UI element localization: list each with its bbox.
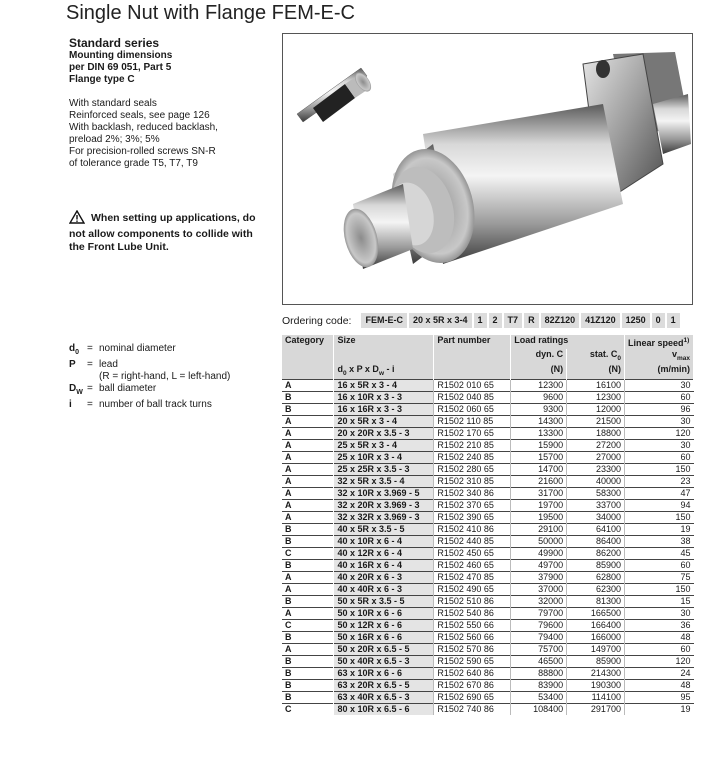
ordering-segment: 41Z120 bbox=[581, 313, 620, 328]
sub-line: Mounting dimensions bbox=[69, 50, 173, 61]
size-cell: 32 x 32R x 3.969 - 3 bbox=[334, 511, 434, 523]
col-category: Category bbox=[282, 335, 334, 349]
category-cell: A bbox=[282, 415, 334, 427]
size-cell: 50 x 12R x 6 - 6 bbox=[334, 619, 434, 631]
speed-cell: 120 bbox=[624, 655, 693, 667]
part-number-cell: R1502 640 86 bbox=[434, 667, 511, 679]
category-cell: A bbox=[282, 379, 334, 391]
stat-load-cell: 62300 bbox=[567, 583, 625, 595]
table-row bbox=[282, 691, 694, 703]
table-row bbox=[282, 559, 694, 571]
ordering-segment: 20 x 5R x 3-4 bbox=[409, 313, 472, 328]
page-title: Single Nut with Flange FEM-E-C bbox=[66, 2, 355, 24]
table-row bbox=[282, 511, 694, 523]
category-cell: A bbox=[282, 643, 334, 655]
desc-line: of tolerance grade T5, T7, T9 bbox=[69, 158, 198, 169]
speed-cell: 48 bbox=[624, 679, 693, 691]
dyn-load-cell: 108400 bbox=[511, 703, 567, 715]
legend-row: $d_0$ = nominal diameter bbox=[69, 343, 176, 356]
speed-cell: 60 bbox=[624, 643, 693, 655]
stat-load-cell: 12000 bbox=[567, 403, 625, 415]
table-row bbox=[282, 391, 694, 403]
ordering-segment: T7 bbox=[504, 313, 523, 328]
part-number-cell: R1502 440 85 bbox=[434, 535, 511, 547]
product-photo bbox=[282, 33, 693, 305]
desc-line: Reinforced seals, see page 126 bbox=[69, 110, 210, 121]
stat-load-cell: 291700 bbox=[567, 703, 625, 715]
dyn-load-cell: 9300 bbox=[511, 403, 567, 415]
part-number-cell: R1502 210 85 bbox=[434, 439, 511, 451]
dyn-load-cell: 12300 bbox=[511, 379, 567, 391]
speed-cell: 150 bbox=[624, 511, 693, 523]
speed-cell: 24 bbox=[624, 667, 693, 679]
speed-cell: 94 bbox=[624, 499, 693, 511]
legend-row: (R = right-hand, L = left-hand) bbox=[99, 371, 231, 382]
table-row bbox=[282, 451, 694, 463]
speed-cell: 96 bbox=[624, 403, 693, 415]
category-cell: B bbox=[282, 667, 334, 679]
speed-cell: 30 bbox=[624, 379, 693, 391]
stat-load-cell: 21500 bbox=[567, 415, 625, 427]
dyn-load-cell: 49700 bbox=[511, 559, 567, 571]
category-cell: A bbox=[282, 487, 334, 499]
table-row bbox=[282, 655, 694, 667]
category-cell: A bbox=[282, 511, 334, 523]
part-number-cell: R1502 470 85 bbox=[434, 571, 511, 583]
col-load: Load ratings bbox=[511, 335, 625, 349]
stat-load-cell: 58300 bbox=[567, 487, 625, 499]
flanged-nut-icon bbox=[338, 52, 691, 272]
dyn-load-cell: 50000 bbox=[511, 535, 567, 547]
speed-cell: 47 bbox=[624, 487, 693, 499]
stat-load-cell: 40000 bbox=[567, 475, 625, 487]
legend-row: i = number of ball track turns bbox=[69, 399, 212, 410]
dyn-load-cell: 79600 bbox=[511, 619, 567, 631]
ordering-code-label: Ordering code: bbox=[282, 314, 352, 327]
table-row bbox=[282, 547, 694, 559]
speed-cell: 150 bbox=[624, 583, 693, 595]
ordering-segment: R bbox=[524, 313, 539, 328]
size-cell: 20 x 5R x 3 - 4 bbox=[334, 415, 434, 427]
part-number-cell: R1502 570 86 bbox=[434, 643, 511, 655]
category-cell: A bbox=[282, 427, 334, 439]
stat-load-cell: 12300 bbox=[567, 391, 625, 403]
part-number-cell: R1502 110 85 bbox=[434, 415, 511, 427]
stat-load-cell: 62800 bbox=[567, 571, 625, 583]
size-cell: 40 x 40R x 6 - 3 bbox=[334, 583, 434, 595]
stat-load-cell: 16100 bbox=[567, 379, 625, 391]
stat-load-cell: 27200 bbox=[567, 439, 625, 451]
size-cell: 40 x 5R x 3.5 - 5 bbox=[334, 523, 434, 535]
speed-cell: 19 bbox=[624, 523, 693, 535]
table-row bbox=[282, 643, 694, 655]
table-row bbox=[282, 631, 694, 643]
speed-cell: 120 bbox=[624, 427, 693, 439]
size-cell: 32 x 20R x 3.969 - 3 bbox=[334, 499, 434, 511]
size-cell: 40 x 10R x 6 - 4 bbox=[334, 535, 434, 547]
part-number-cell: R1502 490 65 bbox=[434, 583, 511, 595]
category-cell: B bbox=[282, 559, 334, 571]
dyn-load-cell: 37900 bbox=[511, 571, 567, 583]
part-number-cell: R1502 460 65 bbox=[434, 559, 511, 571]
size-cell: 50 x 20R x 6.5 - 5 bbox=[334, 643, 434, 655]
size-cell: 63 x 20R x 6.5 - 5 bbox=[334, 679, 434, 691]
legend-row: $D_W$ = ball diameter bbox=[69, 383, 157, 396]
stat-load-cell: 27000 bbox=[567, 451, 625, 463]
col-dyn: dyn. C bbox=[511, 349, 567, 364]
legend bbox=[69, 343, 279, 411]
desc-line: preload 2%; 3%; 5% bbox=[69, 134, 160, 145]
table-row bbox=[282, 475, 694, 487]
category-cell: C bbox=[282, 703, 334, 715]
desc-line: With standard seals bbox=[69, 98, 157, 109]
dyn-load-cell: 79400 bbox=[511, 631, 567, 643]
table-row bbox=[282, 427, 694, 439]
stat-load-cell: 149700 bbox=[567, 643, 625, 655]
stat-load-cell: 86400 bbox=[567, 535, 625, 547]
table-row bbox=[282, 379, 694, 391]
ordering-code bbox=[282, 313, 682, 328]
dyn-load-cell: 29100 bbox=[511, 523, 567, 535]
series-heading: Standard series bbox=[69, 36, 160, 50]
dyn-load-cell: 83900 bbox=[511, 679, 567, 691]
col-stat: stat. $C_0$ bbox=[567, 349, 625, 364]
dyn-load-cell: 79700 bbox=[511, 607, 567, 619]
table-row bbox=[282, 595, 694, 607]
table-row bbox=[282, 607, 694, 619]
ordering-segment: 2 bbox=[489, 313, 502, 328]
part-number-cell: R1502 740 86 bbox=[434, 703, 511, 715]
stat-load-cell: 81300 bbox=[567, 595, 625, 607]
speed-cell: 30 bbox=[624, 607, 693, 619]
speed-cell: 150 bbox=[624, 463, 693, 475]
category-cell: A bbox=[282, 571, 334, 583]
dyn-load-cell: 14700 bbox=[511, 463, 567, 475]
ordering-segment: 1 bbox=[667, 313, 680, 328]
part-number-cell: R1502 060 65 bbox=[434, 403, 511, 415]
col-part: Part number bbox=[434, 335, 511, 349]
size-cell: 50 x 5R x 3.5 - 5 bbox=[334, 595, 434, 607]
stat-load-cell: 34000 bbox=[567, 511, 625, 523]
size-cell: 32 x 10R x 3.969 - 5 bbox=[334, 487, 434, 499]
dyn-load-cell: 9600 bbox=[511, 391, 567, 403]
category-cell: B bbox=[282, 655, 334, 667]
speed-cell: 60 bbox=[624, 391, 693, 403]
legend-row: P = lead bbox=[69, 359, 118, 370]
category-cell: B bbox=[282, 691, 334, 703]
stat-load-cell: 166500 bbox=[567, 607, 625, 619]
table-row bbox=[282, 463, 694, 475]
category-cell: B bbox=[282, 595, 334, 607]
speed-cell: 19 bbox=[624, 703, 693, 715]
part-number-cell: R1502 560 66 bbox=[434, 631, 511, 643]
dyn-load-cell: 15900 bbox=[511, 439, 567, 451]
category-cell: A bbox=[282, 607, 334, 619]
size-cell: 25 x 5R x 3 - 4 bbox=[334, 439, 434, 451]
size-cell: 16 x 5R x 3 - 4 bbox=[334, 379, 434, 391]
category-cell: A bbox=[282, 475, 334, 487]
warning-icon bbox=[69, 210, 85, 228]
category-cell: B bbox=[282, 403, 334, 415]
size-cell: 40 x 16R x 6 - 4 bbox=[334, 559, 434, 571]
speed-cell: 30 bbox=[624, 415, 693, 427]
ordering-segment: FEM-E-C bbox=[361, 313, 407, 328]
dyn-load-cell: 49900 bbox=[511, 547, 567, 559]
speed-cell: 30 bbox=[624, 439, 693, 451]
warning-text: When setting up applications, do not allow components to collide with the Front Lube Unit. bbox=[69, 212, 256, 253]
dyn-load-cell: 21600 bbox=[511, 475, 567, 487]
stat-load-cell: 166400 bbox=[567, 619, 625, 631]
category-cell: B bbox=[282, 679, 334, 691]
desc-line: With backlash, reduced backlash, bbox=[69, 122, 218, 133]
dyn-load-cell: 31700 bbox=[511, 487, 567, 499]
speed-cell: 23 bbox=[624, 475, 693, 487]
category-cell: B bbox=[282, 631, 334, 643]
table-row bbox=[282, 619, 694, 631]
category-cell: C bbox=[282, 547, 334, 559]
small-nut-icon bbox=[297, 68, 374, 122]
table-row bbox=[282, 535, 694, 547]
dyn-load-cell: 15700 bbox=[511, 451, 567, 463]
dyn-load-cell: 14300 bbox=[511, 415, 567, 427]
ordering-segment: 1250 bbox=[622, 313, 650, 328]
size-cell: 25 x 25R x 3.5 - 3 bbox=[334, 463, 434, 475]
size-cell: 25 x 10R x 3 - 4 bbox=[334, 451, 434, 463]
dyn-load-cell: 19500 bbox=[511, 511, 567, 523]
table-row bbox=[282, 523, 694, 535]
part-number-cell: R1502 010 65 bbox=[434, 379, 511, 391]
size-cell: 50 x 40R x 6.5 - 3 bbox=[334, 655, 434, 667]
part-number-cell: R1502 390 65 bbox=[434, 511, 511, 523]
ordering-segment: 0 bbox=[652, 313, 665, 328]
stat-load-cell: 23300 bbox=[567, 463, 625, 475]
category-cell: A bbox=[282, 439, 334, 451]
stat-load-cell: 114100 bbox=[567, 691, 625, 703]
spec-table: Category Size Part number Load ratings Linear speed$^{1)}$ dyn. C stat. $C_0$ $v_{max}$ $d_0$ x P x $D_w$ - i (N) (N) (m/min) A 16 x 5R x 3 - 4 R1502 010 65 12300 16100 30 B 16 x 10R x 3 - 3 R1502 040 85 9600 12300 60 B 16 x 16R x 3 - 3 R1502 060 65 9300 12000 96 A 20 x 5R x 3 - 4 R1502 110 85 14300 21500 30 A 20 x 20R x 3.5 - 3 R1502 170 65 13300 18800 120 A 25 x 5R x 3 - 4 R1502 210 85 15900 27200 30 A 25 x 10R x 3 - 4 R1502 240 85 15700 27000 60 A 25 x 25R x 3.5 - 3 R1502 280 65 14700 23300 150 A 32 x 5R x 3.5 - 4 R1502 310 85 21600 40000 23 A 32 x 10R x 3.969 - 5 R1502 340 86 31700 58300 47 A 32 x 20R x 3.969 - 3 R1502 370 65 19700 33700 94 A 32 x 32R x 3.969 - 3 R1502 390 65 19500 34000 150 B 40 x 5R x 3.5 - 5 R1502 410 86 29100 64100 19 B 40 x 10R x 6 - 4 R1502 440 85 50000 86400 38 C 40 x 12R x 6 - 4 R1502 450 65 49900 86200 45 B 40 x 16R x 6 - 4 R1502 460 65 49700 85900 60 A 40 x 20R x 6 - 3 R1502 470 85 37900 62800 75 A 40 x 40R x 6 - 3 R1502 490 65 37000 62300 150 B 50 x 5R x 3.5 - 5 R1502 510 86 32000 81300 15 A 50 x 10R x 6 - 6 R1502 540 86 79700 166500 30 C 50 x 12R x 6 - 6 R1502 550 66 79600 166400 36 B 50 x 16R x 6 - 6 R1502 560 66 79400 166000 48 A 50 x 20R x 6.5 - 5 R1502 570 86 75700 149700 60 B 50 x 40R x 6.5 - 3 R1502 590 65 46500 85900 120 B 63 x 10R x 6 - 6 R1502 640 86 88800 214300 24 B 63 x 20R x 6.5 - 5 R1502 670 86 83900 190300 48 B 63 x 40R x 6.5 - 3 R1502 690 65 53400 114100 95 C 80 x 10R x 6.5 - 6 R1502 740 86 108400 291700 19 bbox=[282, 335, 694, 715]
part-number-cell: R1502 450 65 bbox=[434, 547, 511, 559]
speed-cell: 15 bbox=[624, 595, 693, 607]
stat-load-cell: 64100 bbox=[567, 523, 625, 535]
part-number-cell: R1502 590 65 bbox=[434, 655, 511, 667]
part-number-cell: R1502 310 85 bbox=[434, 475, 511, 487]
part-number-cell: R1502 510 86 bbox=[434, 595, 511, 607]
category-cell: A bbox=[282, 583, 334, 595]
stat-load-cell: 214300 bbox=[567, 667, 625, 679]
table-row bbox=[282, 703, 694, 715]
table-row bbox=[282, 439, 694, 451]
sub-line: Flange type C bbox=[69, 74, 135, 85]
table-row bbox=[282, 403, 694, 415]
speed-cell: 36 bbox=[624, 619, 693, 631]
size-cell: 80 x 10R x 6.5 - 6 bbox=[334, 703, 434, 715]
stat-load-cell: 166000 bbox=[567, 631, 625, 643]
part-number-cell: R1502 690 65 bbox=[434, 691, 511, 703]
dyn-load-cell: 75700 bbox=[511, 643, 567, 655]
table-row bbox=[282, 667, 694, 679]
size-cell: 50 x 10R x 6 - 6 bbox=[334, 607, 434, 619]
table-row bbox=[282, 415, 694, 427]
size-cell: 20 x 20R x 3.5 - 3 bbox=[334, 427, 434, 439]
category-cell: A bbox=[282, 463, 334, 475]
dyn-load-cell: 13300 bbox=[511, 427, 567, 439]
size-cell: 16 x 16R x 3 - 3 bbox=[334, 403, 434, 415]
stat-load-cell: 86200 bbox=[567, 547, 625, 559]
size-cell: 63 x 40R x 6.5 - 3 bbox=[334, 691, 434, 703]
dyn-load-cell: 37000 bbox=[511, 583, 567, 595]
table-row bbox=[282, 571, 694, 583]
part-number-cell: R1502 540 86 bbox=[434, 607, 511, 619]
part-number-cell: R1502 410 86 bbox=[434, 523, 511, 535]
table-row bbox=[282, 679, 694, 691]
dyn-load-cell: 46500 bbox=[511, 655, 567, 667]
table-row bbox=[282, 583, 694, 595]
stat-load-cell: 85900 bbox=[567, 655, 625, 667]
speed-cell: 60 bbox=[624, 451, 693, 463]
stat-load-cell: 33700 bbox=[567, 499, 625, 511]
stat-load-cell: 190300 bbox=[567, 679, 625, 691]
category-cell: B bbox=[282, 523, 334, 535]
series-description bbox=[69, 36, 279, 170]
size-cell: 32 x 5R x 3.5 - 4 bbox=[334, 475, 434, 487]
category-cell: A bbox=[282, 451, 334, 463]
size-formula bbox=[334, 349, 434, 364]
stat-load-cell: 85900 bbox=[567, 559, 625, 571]
size-cell: 50 x 16R x 6 - 6 bbox=[334, 631, 434, 643]
speed-cell: 95 bbox=[624, 691, 693, 703]
col-size: Size bbox=[334, 335, 434, 349]
category-cell: B bbox=[282, 391, 334, 403]
category-cell: C bbox=[282, 619, 334, 631]
dyn-load-cell: 88800 bbox=[511, 667, 567, 679]
table-row bbox=[282, 487, 694, 499]
speed-cell: 75 bbox=[624, 571, 693, 583]
speed-cell: 38 bbox=[624, 535, 693, 547]
part-number-cell: R1502 040 85 bbox=[434, 391, 511, 403]
speed-cell: 48 bbox=[624, 631, 693, 643]
stat-load-cell: 18800 bbox=[567, 427, 625, 439]
part-number-cell: R1502 170 65 bbox=[434, 427, 511, 439]
speed-cell: 60 bbox=[624, 559, 693, 571]
dyn-load-cell: 32000 bbox=[511, 595, 567, 607]
col-speed: Linear speed$^{1)}$ bbox=[624, 335, 693, 349]
category-cell: B bbox=[282, 535, 334, 547]
dyn-load-cell: 53400 bbox=[511, 691, 567, 703]
speed-cell: 45 bbox=[624, 547, 693, 559]
part-number-cell: R1502 340 86 bbox=[434, 487, 511, 499]
part-number-cell: R1502 240 85 bbox=[434, 451, 511, 463]
ordering-segment: 1 bbox=[474, 313, 487, 328]
col-vmax: $v_{max}$ bbox=[624, 349, 693, 364]
size-cell: 16 x 10R x 3 - 3 bbox=[334, 391, 434, 403]
part-number-cell: R1502 280 65 bbox=[434, 463, 511, 475]
size-cell: 40 x 20R x 6 - 3 bbox=[334, 571, 434, 583]
sub-line: per DIN 69 051, Part 5 bbox=[69, 62, 172, 73]
part-number-cell: R1502 670 86 bbox=[434, 679, 511, 691]
size-cell: 40 x 12R x 6 - 4 bbox=[334, 547, 434, 559]
size-cell: 63 x 10R x 6 - 6 bbox=[334, 667, 434, 679]
part-number-cell: R1502 370 65 bbox=[434, 499, 511, 511]
size-formula-line: $d_0$ x P x $D_w$ - i bbox=[334, 364, 434, 379]
warning-note bbox=[69, 210, 269, 254]
part-number-cell: R1502 550 66 bbox=[434, 619, 511, 631]
table-row bbox=[282, 499, 694, 511]
category-cell: A bbox=[282, 499, 334, 511]
ordering-segment: 82Z120 bbox=[541, 313, 580, 328]
desc-line: For precision-rolled screws SN-R bbox=[69, 146, 216, 157]
dyn-load-cell: 19700 bbox=[511, 499, 567, 511]
